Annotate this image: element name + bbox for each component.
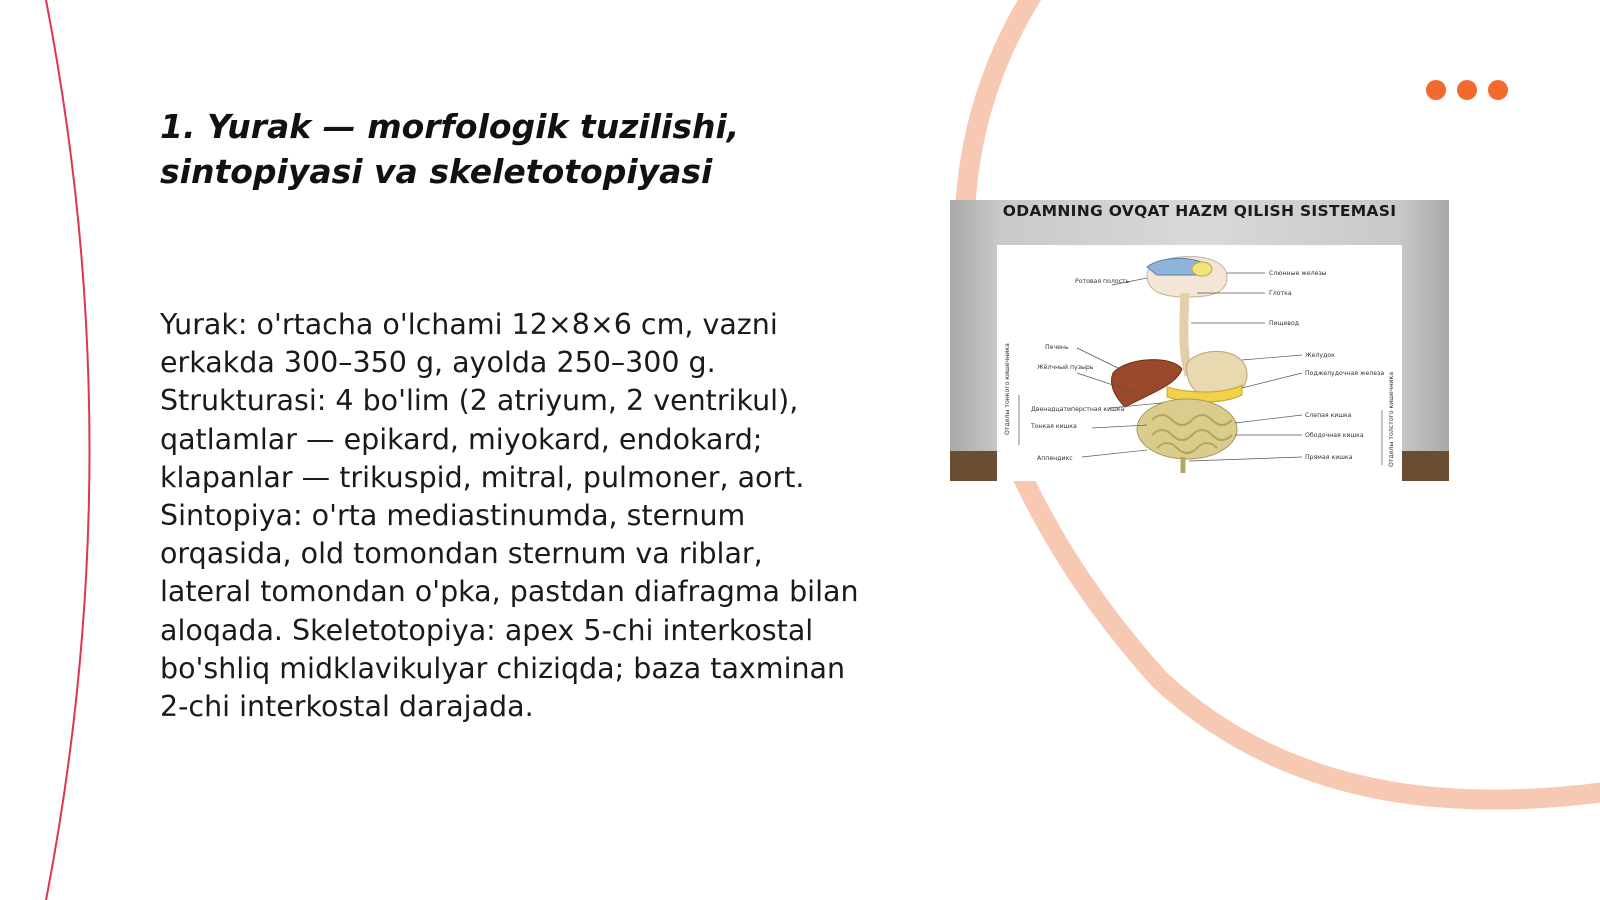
label-stomach: Желудок (1305, 352, 1335, 359)
label-oral-cavity: Ротовая полость (1075, 278, 1130, 285)
image-title: ODAMNING OVQAT HAZM QILISH SISTEMASI (1002, 202, 1397, 220)
label-colon: Ободочная кишка (1305, 432, 1364, 439)
more-options-icon (1426, 78, 1516, 102)
label-liver: Печень (1045, 344, 1069, 351)
dot-icon (1457, 80, 1477, 100)
image-floor-right (1402, 451, 1449, 481)
label-pharynx: Глотка (1269, 290, 1292, 297)
digestive-diagram (997, 245, 1402, 481)
label-appendix: Аппендикс (1037, 455, 1073, 462)
label-salivary-glands: Слюнные железы (1269, 270, 1327, 277)
dot-icon (1488, 80, 1508, 100)
label-rectum: Прямая кишка (1305, 454, 1353, 461)
label-esophagus: Пищевод (1269, 320, 1300, 327)
left-accent-line (46, 0, 90, 900)
image-illustration-panel (997, 245, 1402, 481)
label-duodenum: Двенадцатиперстная кишка (1031, 406, 1125, 413)
label-cecum: Слепая кишка (1305, 412, 1352, 419)
slide-body-text: Yurak: o'rtacha o'lchami 12×8×6 cm, vazni erkakda 300–350 g, ayolda 250–300 g. Strukturasi: 4 bo'lim (2 atriyum, 2 ventrikul), qatlamlar — epikard, miyokard, endokard; klapanlar — trikuspid, mitral, pulmoner, aort. Sintopiya: o'rta mediastinumda, sternum orqasida, old tomondan sternum va riblar, lateral tomondan o'pka, pastdan diafragma bilan aloqada. Skeletotopiya: apex 5-chi interkostal bo'shliq midklavikulyar chiziqda; baza taxminan 2-chi interkostal darajada. (160, 308, 859, 724)
dot-icon (1426, 80, 1446, 100)
label-small-intestine: Тонкая кишка (1031, 423, 1077, 430)
image-floor-left (950, 451, 997, 481)
label-gallbladder: Жёлчный пузырь (1037, 364, 1094, 371)
label-small-intestine-sections: Отделы тонкого кишечника (1004, 343, 1011, 435)
label-pancreas: Поджелудочная железа (1305, 370, 1385, 377)
label-large-intestine-sections: Отделы толстого кишечника (1388, 372, 1395, 467)
digestive-system-image (950, 200, 1449, 481)
slide-title: 1. Yurak — morfologik tuzilishi, sintopiyasi va skeletotopiyasi (160, 107, 740, 191)
